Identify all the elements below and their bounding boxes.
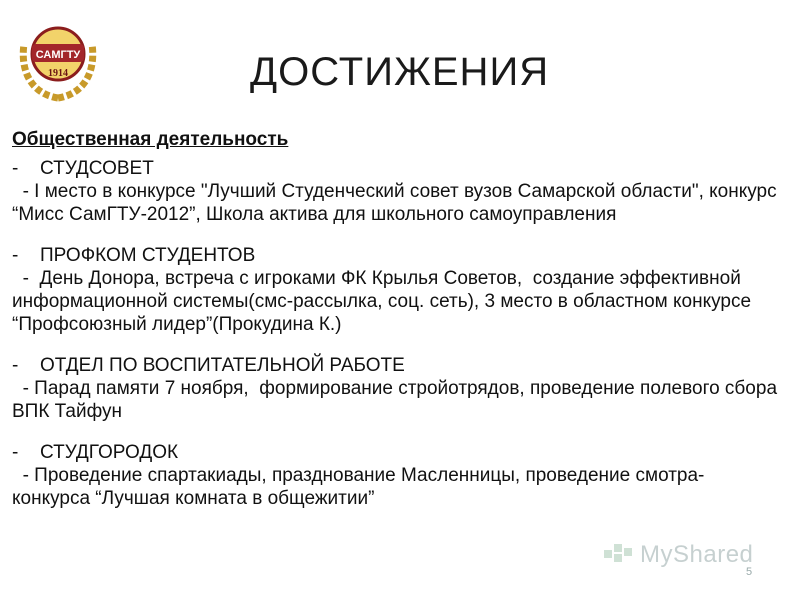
logo-year: 1914 <box>48 68 68 79</box>
logo-text: САМГТУ <box>35 49 81 61</box>
slide-content <box>12 128 782 528</box>
block-detail: - Проведение спартакиады, празднование Масленницы, проведение смотра-конкурса “Лучшая комната в общежитии” <box>12 465 705 509</box>
dash: - <box>12 245 19 266</box>
slide-title: ДОСТИЖЕНИЯ <box>250 50 550 94</box>
block-heading <box>12 354 782 377</box>
watermark-text: MyShared <box>640 541 754 568</box>
university-logo <box>14 14 102 102</box>
achievement-block <box>12 441 782 510</box>
achievement-block <box>12 244 782 336</box>
heading-text: ОТДЕЛ ПО ВОСПИТАТЕЛЬНОЙ РАБОТЕ <box>40 355 405 376</box>
achievement-block <box>12 354 782 423</box>
dash: - <box>12 442 19 463</box>
heading-text: СТУДСОВЕТ <box>40 158 154 179</box>
block-detail: - Парад памяти 7 ноября, формирование стройотрядов, проведение полевого сбора ВПК Тайфун <box>12 378 783 422</box>
block-heading <box>12 244 782 267</box>
achievement-block <box>12 157 782 226</box>
heading-text: СТУДГОРОДОК <box>40 442 179 463</box>
page-number: 5 <box>746 566 753 578</box>
dash: - <box>12 355 19 376</box>
block-heading <box>12 441 782 464</box>
block-detail: - I место в конкурсе "Лучший Студенческий совет вузов Самарской области", конкурс “Мисс СамГТУ-2012”, Школа актива для школьного самоуправления <box>12 181 782 225</box>
block-detail: - День Донора, встреча с игроками ФК Крылья Советов, создание эффективной информационной системы(смс-рассылка, соц. сеть), 3 место в областном конкурсе “Профсоюзный лидер”(Прокудина К.) <box>12 268 757 335</box>
section-title: Общественная деятельность <box>12 129 289 150</box>
heading-text: ПРОФКОМ СТУДЕНТОВ <box>40 245 256 266</box>
block-heading <box>12 157 782 180</box>
dash: - <box>12 158 19 179</box>
